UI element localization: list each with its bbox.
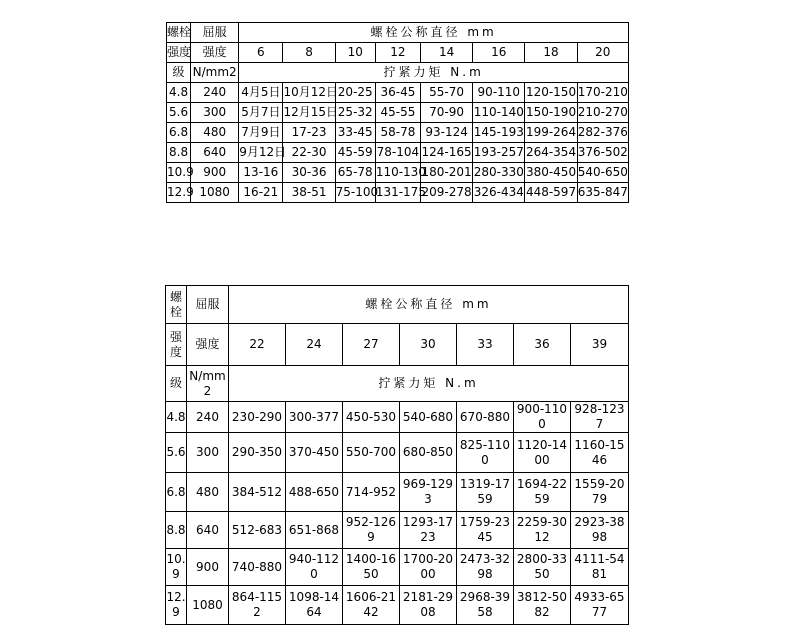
torque-cell: 384-512 bbox=[229, 473, 286, 512]
header-yield-line2: 强度 bbox=[187, 324, 229, 366]
torque-cell: 2181-2908 bbox=[400, 586, 457, 625]
yield-cell: 900 bbox=[191, 163, 239, 183]
header-grade-line1: 螺栓 bbox=[166, 286, 187, 324]
grade-cell: 8.8 bbox=[166, 512, 187, 549]
torque-cell: 940-1120 bbox=[286, 549, 343, 586]
table-row bbox=[166, 402, 629, 433]
diameter-cell: 24 bbox=[286, 324, 343, 366]
torque-cell: 110-130 bbox=[375, 163, 420, 183]
header-grade-line2: 强度 bbox=[167, 43, 191, 63]
torque-cell: 16-21 bbox=[239, 183, 283, 203]
torque-cell: 209-278 bbox=[421, 183, 473, 203]
table-row bbox=[166, 512, 629, 549]
torque-cell: 9月12日 bbox=[239, 143, 283, 163]
torque-cell: 230-290 bbox=[229, 402, 286, 433]
torque-cell: 22-30 bbox=[283, 143, 335, 163]
torque-cell: 17-23 bbox=[283, 123, 335, 143]
torque-cell: 928-1237 bbox=[571, 402, 629, 433]
torque-cell: 2923-3898 bbox=[571, 512, 629, 549]
torque-cell: 376-502 bbox=[577, 143, 628, 163]
torque-cell: 2968-3958 bbox=[457, 586, 514, 625]
torque-cell: 1319-1759 bbox=[457, 473, 514, 512]
torque-cell: 55-70 bbox=[421, 83, 473, 103]
torque-cell: 1120-1400 bbox=[514, 433, 571, 473]
header-tightening-torque: 拧紧力矩 N.m bbox=[229, 366, 629, 402]
torque-cell: 488-650 bbox=[286, 473, 343, 512]
torque-cell: 290-350 bbox=[229, 433, 286, 473]
header-yield-line1: 屈服 bbox=[191, 23, 239, 43]
torque-cell: 93-124 bbox=[421, 123, 473, 143]
diameter-cell: 18 bbox=[525, 43, 577, 63]
table-row bbox=[167, 83, 629, 103]
header-grade-line1: 螺栓 bbox=[167, 23, 191, 43]
diameter-cell: 8 bbox=[283, 43, 335, 63]
torque-cell: 145-193 bbox=[473, 123, 525, 143]
torque-cell: 380-450 bbox=[525, 163, 577, 183]
torque-cell: 110-140 bbox=[473, 103, 525, 123]
yield-cell: 240 bbox=[187, 402, 229, 433]
yield-cell: 300 bbox=[187, 433, 229, 473]
torque-cell: 7月9日 bbox=[239, 123, 283, 143]
torque-cell: 635-847 bbox=[577, 183, 628, 203]
yield-cell: 900 bbox=[187, 549, 229, 586]
grade-cell: 12.9 bbox=[166, 586, 187, 625]
torque-cell: 90-110 bbox=[473, 83, 525, 103]
torque-cell: 12月15日 bbox=[283, 103, 335, 123]
torque-cell: 131-175 bbox=[375, 183, 420, 203]
torque-cell: 170-210 bbox=[577, 83, 628, 103]
torque-table-small-diameters bbox=[166, 22, 629, 203]
table-row bbox=[166, 586, 629, 625]
torque-cell: 10月12日 bbox=[283, 83, 335, 103]
torque-table-large-diameters bbox=[165, 285, 629, 625]
torque-cell: 38-51 bbox=[283, 183, 335, 203]
yield-cell: 640 bbox=[187, 512, 229, 549]
torque-cell: 30-36 bbox=[283, 163, 335, 183]
torque-cell: 952-1269 bbox=[343, 512, 400, 549]
header-grade-line3: 级 bbox=[166, 366, 187, 402]
table-row bbox=[167, 163, 629, 183]
yield-cell: 240 bbox=[191, 83, 239, 103]
torque-cell: 75-100 bbox=[335, 183, 375, 203]
torque-cell: 70-90 bbox=[421, 103, 473, 123]
torque-cell: 540-650 bbox=[577, 163, 628, 183]
torque-cell: 1098-1464 bbox=[286, 586, 343, 625]
yield-cell: 480 bbox=[191, 123, 239, 143]
torque-cell: 825-1100 bbox=[457, 433, 514, 473]
yield-cell: 1080 bbox=[191, 183, 239, 203]
torque-cell: 13-16 bbox=[239, 163, 283, 183]
diameter-cell: 20 bbox=[577, 43, 628, 63]
diameter-cell: 36 bbox=[514, 324, 571, 366]
grade-cell: 6.8 bbox=[166, 473, 187, 512]
torque-cell: 1700-2000 bbox=[400, 549, 457, 586]
grade-cell: 5.6 bbox=[167, 103, 191, 123]
torque-cell: 370-450 bbox=[286, 433, 343, 473]
torque-cell: 193-257 bbox=[473, 143, 525, 163]
torque-cell: 120-150 bbox=[525, 83, 577, 103]
torque-cell: 45-55 bbox=[375, 103, 420, 123]
torque-cell: 448-597 bbox=[525, 183, 577, 203]
header-grade-line3: 级 bbox=[167, 63, 191, 83]
torque-cell: 45-59 bbox=[335, 143, 375, 163]
header-nominal-diameter: 螺栓公称直径 mm bbox=[239, 23, 629, 43]
diameter-cell: 6 bbox=[239, 43, 283, 63]
table-row bbox=[167, 103, 629, 123]
torque-cell: 2473-3298 bbox=[457, 549, 514, 586]
grade-cell: 12.9 bbox=[167, 183, 191, 203]
torque-cell: 3812-5082 bbox=[514, 586, 571, 625]
header-yield-line1: 屈服 bbox=[187, 286, 229, 324]
header-grade-line2: 强度 bbox=[166, 324, 187, 366]
torque-cell: 280-330 bbox=[473, 163, 525, 183]
torque-cell: 150-190 bbox=[525, 103, 577, 123]
torque-cell: 1559-2079 bbox=[571, 473, 629, 512]
grade-cell: 10.9 bbox=[167, 163, 191, 183]
torque-cell: 550-700 bbox=[343, 433, 400, 473]
torque-cell: 4111-5481 bbox=[571, 549, 629, 586]
torque-cell: 33-45 bbox=[335, 123, 375, 143]
diameter-cell: 30 bbox=[400, 324, 457, 366]
diameter-cell: 33 bbox=[457, 324, 514, 366]
torque-cell: 264-354 bbox=[525, 143, 577, 163]
torque-cell: 4月5日 bbox=[239, 83, 283, 103]
torque-cell: 282-376 bbox=[577, 123, 628, 143]
table-row bbox=[167, 183, 629, 203]
grade-cell: 4.8 bbox=[167, 83, 191, 103]
torque-cell: 326-434 bbox=[473, 183, 525, 203]
torque-cell: 512-683 bbox=[229, 512, 286, 549]
torque-cell: 5月7日 bbox=[239, 103, 283, 123]
diameter-cell: 27 bbox=[343, 324, 400, 366]
torque-cell: 450-530 bbox=[343, 402, 400, 433]
torque-cell: 25-32 bbox=[335, 103, 375, 123]
table-row bbox=[167, 143, 629, 163]
table-row bbox=[166, 473, 629, 512]
header-yield-line2: 强度 bbox=[191, 43, 239, 63]
grade-cell: 10.9 bbox=[166, 549, 187, 586]
torque-cell: 1293-1723 bbox=[400, 512, 457, 549]
torque-cell: 2800-3350 bbox=[514, 549, 571, 586]
torque-cell: 210-270 bbox=[577, 103, 628, 123]
table-row bbox=[167, 123, 629, 143]
table-row bbox=[166, 433, 629, 473]
yield-cell: 1080 bbox=[187, 586, 229, 625]
torque-cell: 1606-2142 bbox=[343, 586, 400, 625]
diameter-cell: 39 bbox=[571, 324, 629, 366]
torque-cell: 36-45 bbox=[375, 83, 420, 103]
torque-cell: 714-952 bbox=[343, 473, 400, 512]
diameter-cell: 10 bbox=[335, 43, 375, 63]
torque-cell: 199-264 bbox=[525, 123, 577, 143]
torque-cell: 2259-3012 bbox=[514, 512, 571, 549]
grade-cell: 6.8 bbox=[167, 123, 191, 143]
torque-cell: 78-104 bbox=[375, 143, 420, 163]
torque-cell: 65-78 bbox=[335, 163, 375, 183]
torque-cell: 124-165 bbox=[421, 143, 473, 163]
header-nominal-diameter: 螺栓公称直径 mm bbox=[229, 286, 629, 324]
yield-cell: 640 bbox=[191, 143, 239, 163]
torque-cell: 300-377 bbox=[286, 402, 343, 433]
grade-cell: 4.8 bbox=[166, 402, 187, 433]
grade-cell: 5.6 bbox=[166, 433, 187, 473]
torque-cell: 680-850 bbox=[400, 433, 457, 473]
header-yield-unit: N/mm2 bbox=[191, 63, 239, 83]
torque-cell: 1759-2345 bbox=[457, 512, 514, 549]
torque-cell: 1400-1650 bbox=[343, 549, 400, 586]
torque-cell: 900-1100 bbox=[514, 402, 571, 433]
torque-cell: 864-1152 bbox=[229, 586, 286, 625]
torque-cell: 670-880 bbox=[457, 402, 514, 433]
torque-cell: 4933-6577 bbox=[571, 586, 629, 625]
diameter-cell: 14 bbox=[421, 43, 473, 63]
torque-cell: 180-201 bbox=[421, 163, 473, 183]
yield-cell: 300 bbox=[191, 103, 239, 123]
table-row bbox=[166, 549, 629, 586]
torque-cell: 740-880 bbox=[229, 549, 286, 586]
torque-cell: 651-868 bbox=[286, 512, 343, 549]
header-tightening-torque: 拧紧力矩 N.m bbox=[239, 63, 629, 83]
torque-cell: 1160-1546 bbox=[571, 433, 629, 473]
grade-cell: 8.8 bbox=[167, 143, 191, 163]
torque-cell: 58-78 bbox=[375, 123, 420, 143]
diameter-cell: 22 bbox=[229, 324, 286, 366]
yield-cell: 480 bbox=[187, 473, 229, 512]
torque-cell: 20-25 bbox=[335, 83, 375, 103]
diameter-cell: 12 bbox=[375, 43, 420, 63]
header-yield-unit: N/mm2 bbox=[187, 366, 229, 402]
diameter-cell: 16 bbox=[473, 43, 525, 63]
torque-cell: 969-1293 bbox=[400, 473, 457, 512]
torque-cell: 1694-2259 bbox=[514, 473, 571, 512]
torque-cell: 540-680 bbox=[400, 402, 457, 433]
